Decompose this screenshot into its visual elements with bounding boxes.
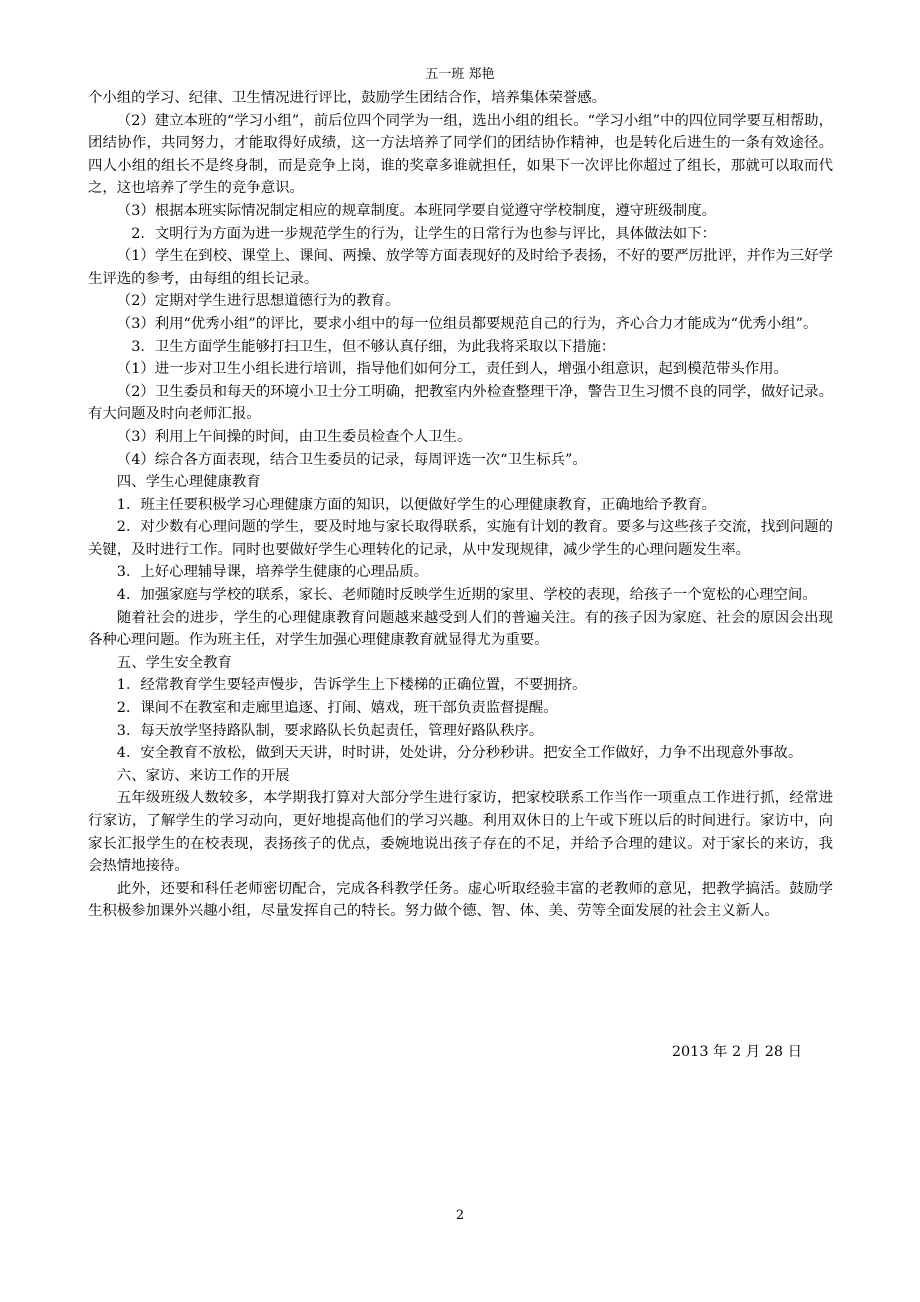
paragraph: 2．对少数有心理问题的学生，要及时地与家长取得联系，实施有计划的教育。要多与这些孩子交流，找到问题的关键，及时进行工作。同时也要做好学生心理转化的记录，从中发现规律，减少学生的心理问题发生率。 xyxy=(88,519,833,558)
paragraph: 3．上好心理辅导课，培养学生健康的心理品质。 xyxy=(116,564,429,581)
paragraph: 五年级班级人数较多，本学期我打算对大部分学生进行家访，把家校联系工作当作一项重点工作进行抓，经常进行家访，了解学生的学习动向，更好地提高他们的学习兴趣。利用双休日的上午或下班以后的时间进行。家访中，向家长汇报学生的在校表现，表扬孩子的优点，委婉地说出孩子存在的不足，并给予合理的建议。对于家长的来访，我会热情地接待。 xyxy=(88,790,833,875)
paragraph: 随着社会的进步，学生的心理健康教育问题越来越受到人们的普遍关注。有的孩子因为家庭、社会的原因会出现各种心理问题。作为班主任，对学生加强心理健康教育就显得尤为重要。 xyxy=(88,609,833,649)
document-body xyxy=(88,87,833,923)
paragraph: 此外，还要和科任老师密切配合，完成各科教学任务。虚心听取经验丰富的老教师的意见，把教学搞活。鼓励学生积极参加课外兴趣小组，尽量发挥自己的特长。努力做个德、智、体、美、劳等全面发展的社会主义新人。 xyxy=(88,880,833,920)
paragraph: （2）卫生委员和每天的环境小卫士分工明确，把教室内外检查整理干净，警告卫生习惯不良的同学，做好记录。有大问题及时向老师汇报。 xyxy=(88,383,833,423)
paragraph: 4．安全教育不放松，做到天天讲，时时讲，处处讲，分分秒秒讲。把安全工作做好，力争不出现意外事故。 xyxy=(116,745,803,762)
paragraph: （3）根据本班实际情况制定相应的规章制度。本班同学要自觉遵守学校制度，遵守班级制度。 xyxy=(116,202,716,219)
paragraph: 1．班主任要积极学习心理健康方面的知识，以便做好学生的心理健康教育，正确地给予教育。 xyxy=(116,496,716,513)
paragraph: （1）学生在到校、课堂上、课间、两操、放学等方面表现好的及时给予表扬，不好的要严厉批评，并作为三好学生评选的参考，由每组的组长记录。 xyxy=(88,248,833,287)
paragraph: 2．课间不在教室和走廊里追逐、打闹、嬉戏，班干部负责监督提醒。 xyxy=(116,700,558,717)
paragraph: 4．加强家庭与学校的联系，家长、老师随时反映学生近期的家里、学校的表现，给孩子一个宽松的心理空间。 xyxy=(116,587,817,604)
paragraph: （3）利用“优秀小组”的评比，要求小组中的每一位组员都要规范自己的行为，齐心合力才能成为“优秀小组”。 xyxy=(116,315,818,332)
document-date: 2013 年 2 月 28 日 xyxy=(671,1044,802,1060)
section-heading: 四、学生心理健康教育 xyxy=(116,474,261,491)
paragraph: 1．经常教育学生要轻声慢步，告诉学生上下楼梯的正确位置，不要拥挤。 xyxy=(116,677,587,694)
page-header: 五一班 郑艳 xyxy=(425,67,495,82)
page-number: 2 xyxy=(455,1208,465,1223)
section-item-heading: 2．文明行为方面为进一步规范学生的行为，让学生的日常行为也参与评比，具体做法如下： xyxy=(131,225,716,242)
paragraph: （1）进一步对卫生小组长进行培训，指导他们如何分工，责任到人，增强小组意识，起到模范带头作用。 xyxy=(116,361,788,378)
section-heading: 六、家访、来访工作的开展 xyxy=(116,767,290,784)
paragraph: 3．每天放学坚持路队制，要求路队长负起责任，管理好路队秩序。 xyxy=(116,722,544,739)
section-item-heading: 3．卫生方面学生能够打扫卫生，但不够认真仔细，为此我将采取以下措施： xyxy=(131,338,616,355)
paragraph: （3）利用上午间操的时间，由卫生委员检查个人卫生。 xyxy=(116,428,472,445)
paragraph: （4）综合各方面表现，结合卫生委员的记录，每周评选一次“卫生标兵”。 xyxy=(116,451,587,468)
paragraph: 个小组的学习、纪律、卫生情况进行评比，鼓励学生团结合作，培养集体荣誉感。 xyxy=(88,90,607,106)
paragraph: （2）建立本班的“学习小组”，前后位四个同学为一组，选出小组的组长。“学习小组”中的四位同学要互相帮助，团结协作，共同努力，才能取得好成绩，这一方法培养了同学们的团结协作精神，也是转化后进生的一条有效途径。四人小组的组长不是终身制，而是竞争上岗，谁的奖章多谁就担任，如果下一次评比你超过了组长，那就可以取而代之，这也培养了学生的竞争意识。 xyxy=(88,112,833,197)
section-heading: 五、学生安全教育 xyxy=(116,654,232,671)
paragraph: （2）定期对学生进行思想道德行为的教育。 xyxy=(116,293,400,310)
